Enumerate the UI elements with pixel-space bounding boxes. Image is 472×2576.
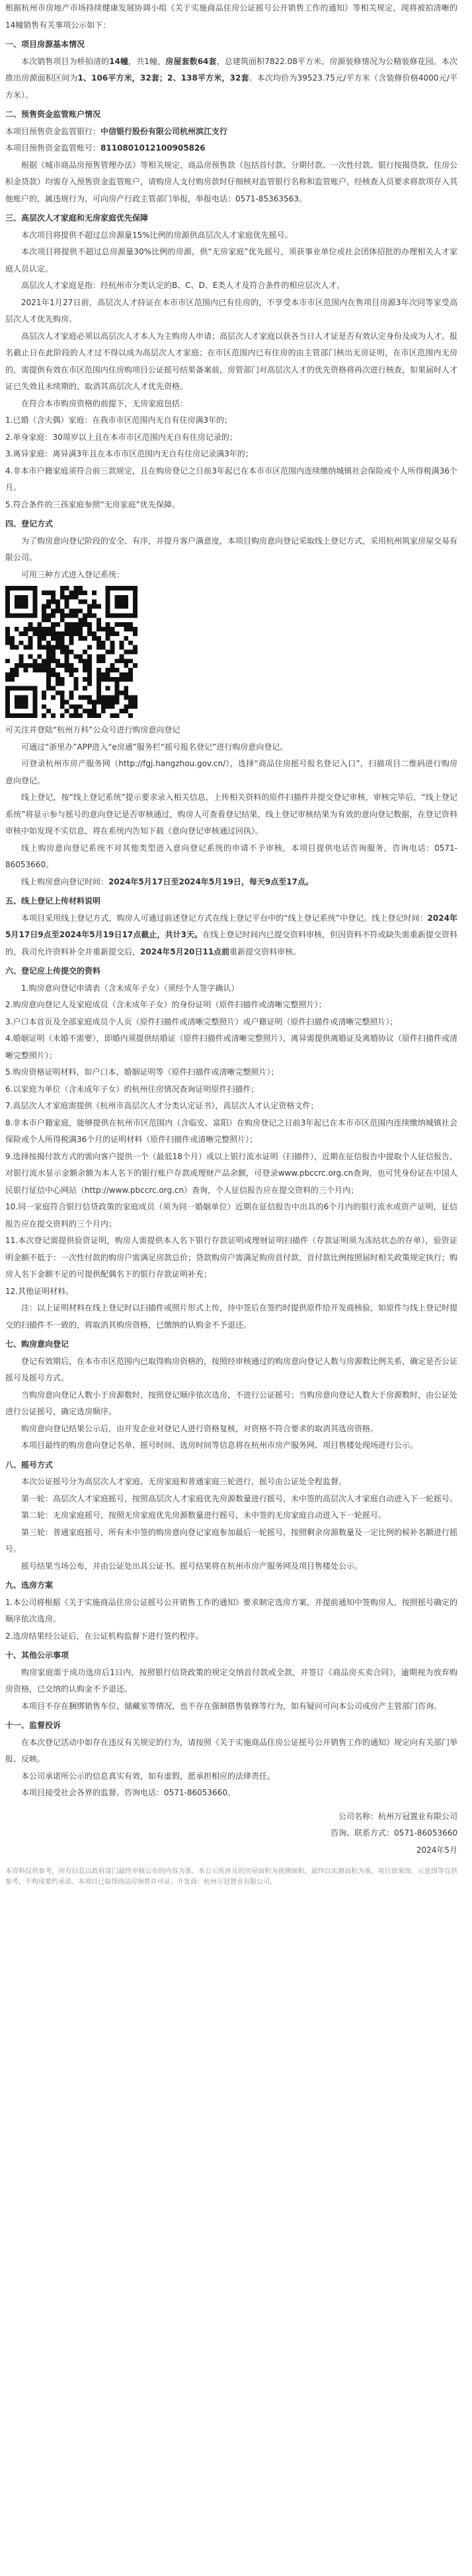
s6-list-item: 9.选择按揭付款方式的需向客户提供一个（最低18个月）或以上银行流水证明（扫描件），近期在征信报告中提取个人征信报告，对银行流水显示金额余额为本人名下的银行账户存款或理财产品余额，可登录www.pbccrc.org.cn查询，也可凭身份证在中国人民银行征信中心网站（http://www.pbccrc.org.cn）查询，个人征信报告应在提交资料的三个月内； xyxy=(5,1151,457,1195)
s4-paragraph-1: 为了购房意向登记阶段的安全、有序，并提升客户满意度，本项目购房意向登记采取线上登记方式，采用杭州筑家房屋交易有限公司。 xyxy=(5,536,458,562)
s6-list-item: 10.同一家庭符合银行信贷政策的家庭成员（须为同一婚姻单位）近期在征信报告中出具的6个月内的银行流水或资产证明，征信报告应在提交资料的三个月内； xyxy=(5,1202,457,1229)
s3-paragraph-6: 在符合本市购房资格的前提下，无房家庭包括： xyxy=(21,398,188,408)
s1-building: 14幢 xyxy=(109,56,129,66)
s8-paragraph-2: 第一轮：高层次人才家庭摇号，按照高层次人才家庭优先房源数量进行摇号，未中签的高层次人才家庭自动进入下一轮摇号。 xyxy=(21,1493,458,1503)
s3-list-item: 1.已婚（含夫偶）家庭：在我市市区范围内无自有住房满3年的； xyxy=(5,415,233,425)
section-8-heading: 八、摇号方式 xyxy=(5,1460,54,1470)
s3-list-item: 5.符合条件的三孩家庭参照“无房家庭”优先保障。 xyxy=(5,499,180,509)
disclaimer-note: 本资料仅供参考，所有信息以政府部门最终审核公布的内容为准。本公示所涉及的房屋面积为预测面积，最终以实测面积为准。项目效果图、示意图等仅供参考，不构成要约承诺。本项目已取得商品房预售许可证。开发商：杭州万冠置业有限公司。 xyxy=(5,1868,457,1886)
s6-list-item: 3.户口本首页及全部家庭成员个人页（原件扫描件或清晰完整照片）或户籍证明（原件扫描件或清晰完整照片）； xyxy=(5,1017,398,1026)
s6-list-item: 6.以家庭为单位（含未成年子女）的杭州住房情况查询证明原件扫描件； xyxy=(5,1084,259,1094)
account-label: 本项目预售资金监管账号： xyxy=(5,143,101,153)
section-1-paragraph xyxy=(5,54,457,104)
s11-paragraph-1: 在本次登记活动中如存在违反有关规定的行为，请按照《关于实施商品住房公证摇号公开销售工作的通知》规定向有关部门举报、反映。 xyxy=(5,1737,458,1764)
s7-paragraph-3: 购房意向登记结果公示后，由开发企业对登记人进行资格复核，对资格不符合要求的取消其选房资格。 xyxy=(21,1423,379,1433)
s6-paragraph-1: 1.购房意向登记申请表（含未成年子女）（须经个人签字确认） xyxy=(21,983,239,993)
s10-paragraph-2: 本项目不存在捆绑销售车位、储藏室等情况，也不存在强制搭售装修等行为，如有疑问可向本公司或房产主管部门咨询。 xyxy=(21,1701,442,1711)
s4-paragraph-5: 线上登记，按“线上登记系统”提示要求录入相关信息，上传相关资料的原件扫描件并提交登记审核，审核完毕后，“线上登记系统”将显示参与摇号的意向登记是否审核通过，购房人可查看登记结果，线上登记审核结果为有效的意向登记数据，在登记资料审核中如发现不实信息，将在系统内告知下载《意向登记审核通过回执》。 xyxy=(5,793,457,836)
s5-time-range: 2024年5月17日9点至2024年5月19日17点截止，共计3天。 xyxy=(5,913,457,939)
section-1-heading: 一、项目房源基本情况 xyxy=(5,40,85,49)
s1-text-c: ，共1幢， xyxy=(128,56,166,66)
s3-paragraph-2: 本次项目将提供不超过总房源量30%比例的房源，供“无房家庭”优先摇号，须获事业单位或社会团体招批的办理相关人才家庭人员认定。 xyxy=(5,247,457,273)
s6-list-item: 8.非本市户籍家庭，能够提供在杭州市区范围内（含临安、富阳）在购房登记之日前3年起已在本市市区范围内连续缴纳城镇社会保险或个人所得税满36个月的证明材料（原件扫描件或清晰完整照片）； xyxy=(5,1118,457,1144)
qr-code-icon[interactable] xyxy=(5,586,138,718)
s4-time-value: 2024年5月17日至2024年5月19日，每天9点至17点。 xyxy=(108,877,313,886)
account-line xyxy=(5,140,457,157)
s5-text-a: 本项目采用线上登记方式，购房人可通过前述登记方式在线上登记平台中的“线上登记系统”中登记。线上登记时间： xyxy=(21,913,428,923)
section-6-heading: 六、登记应上传提交的资料 xyxy=(5,966,101,976)
s3-paragraph-3: 高层次人才家庭是指：经杭州市分类认定的B、C、D、E类人才及符合条件的相应层次人才。 xyxy=(21,281,345,290)
s9-list-item: 1.本公司将根据《关于实施商品住房公证摇号公开销售工作的通知》要求制定选房方案，并提前通知中签购房人，按照摇号确定的顺序依次选房。 xyxy=(5,1597,457,1624)
account-number: 8110801012100905826 xyxy=(100,143,206,153)
qr-caption: 可关注并登陆“杭州万科”公众号进行购房意向登记 xyxy=(5,725,180,734)
s8-paragraph-1: 本次公证摇号分为高层次人才家庭、无房家庭和普通家庭三轮进行，摇号由公证处全程监督。 xyxy=(21,1477,347,1486)
s5-text-e: 重新提交资料审核。 xyxy=(229,947,301,956)
qr-code-container xyxy=(5,583,457,722)
s5-paragraph xyxy=(5,910,457,961)
s6-list-item: 7.高层次人才家庭需提供《杭州市高层次人才分类认定证书》，高层次人才认定资格文件； xyxy=(5,1101,319,1110)
s7-paragraph-4: 本项目最终的购房意向登记名单、摇号时间、选房时间等信息将在杭州市房产服务网、项目售楼处现场进行公示。 xyxy=(21,1441,418,1450)
s1-units: 房屋套数64套 xyxy=(165,56,217,66)
s5-text-c: 在线上登记时间内已提交资料审核，但因资料不符或缺失需重新提交资料的，我司允许资料补全并重新提交后， xyxy=(5,930,457,956)
bank-line xyxy=(5,124,457,141)
s4-paragraph-4: 可登录杭州市房产服务网（http://fgj.hangzhou.gov.cn/），选择“商品住房摇号报名登记入口”，扫描项目二维码进行购房意向登记。 xyxy=(5,759,457,785)
section-4-heading: 四、登记方式 xyxy=(5,519,54,528)
section-9-heading: 九、选房方案 xyxy=(5,1581,54,1590)
s6-list-item: 12.其他证明材料。 xyxy=(5,1286,74,1296)
intro-paragraph: 根据杭州市房地产市场持续健康发展协调小组《关于实施商品住房公证摇号公开销售工作的通知》等相关规定，现将被拍清晰的14幢销售有关事项公示如下： xyxy=(5,3,457,30)
footer-company: 公司名称：杭州万冠置业有限公司 xyxy=(338,1811,457,1821)
s4-paragraph-3: 可通过“浙里办”APP进入“e房通”服务栏“摇号报名登记”进行购房意向登记。 xyxy=(21,742,288,752)
s10-paragraph-1: 购房家庭需于成功选房后1日内，按照银行信贷政策的规定交纳首付款或全款，并签订《商品房买卖合同》，逾期视为放弃购房资格，已交纳的认购金不予退还。 xyxy=(5,1667,457,1694)
s6-paragraph-2: 注：以上证明材料在线上登记时以扫描件或照片形式上传，待中签后在签约时提供原件给开发商核验，如原件与线上登记时提交的扫描件不一致的，将取消其购房资格，已缴纳的认购金不予退还。 xyxy=(5,1303,458,1330)
section-3-heading: 三、高层次人才家庭和无房家庭优先保障 xyxy=(5,213,149,223)
s9-list-item: 2.选房结果经公证后，在公证机构监督下进行签约程序。 xyxy=(5,1631,204,1641)
s7-paragraph-2: 当购房意向登记人数小于房源数时，按照登记顺序依次选房，不进行公证摇号；当购房意向登记人数大于房源数时，由公证处进行公证摇号，确定选房顺序。 xyxy=(5,1390,458,1416)
bank-name: 中信银行股份有限公司杭州滨江支行 xyxy=(100,126,228,136)
s1-text-a: 本次销售项目为桥拍清的 xyxy=(21,56,110,66)
s4-time-label: 线上购房意向登记时间： xyxy=(21,877,109,886)
s6-list-item: 4.婚姻证明（未婚不需要），即婚内须提供结婚证（原件扫描件或清晰完整照片），离异需提供离婚证及离婚协议（原件扫描件或清晰完整照片）； xyxy=(5,1034,457,1060)
s5-deadline: 2024年5月20日11点前 xyxy=(140,947,230,956)
s6-list-item: 2.购房意向登记人及家庭成员（含未成年子女）的身份证明（原件扫描件或清晰完整照片）； xyxy=(5,1000,327,1009)
section-2-paragraph: 根据《城市商品房预售管理办法》等相关规定，商品房预售款（包括首付款、分期付款、一次性付款、银行按揭贷款、住房公积金贷款）均需存入预售资金监管账户，请购房人支付购房款时仔细核对监管银行名称和监管账户，经核查人员要求将款项存入其他账户的，属违规行为，可向房产行政主管部门举报，举报电话：0571-85363563。 xyxy=(5,160,458,203)
footer-date: 2024年5月 xyxy=(416,1845,457,1855)
s4-paragraph-6: 线上购房意向登记系统不对其他类型进入意向登记系统的申请不予审核，本项目提供电话咨询服务，咨询电话：0571-86053660。 xyxy=(5,843,457,869)
s3-list-item: 2.单身家庭：30周岁以上且在本市市区范围内无自有住房记录的； xyxy=(5,432,237,442)
s8-paragraph-5: 摇号结果当场公布，并由公证处出具公证书。摇号结果将在杭州市房产服务网及项目售楼处公示。 xyxy=(21,1561,363,1571)
bank-label: 本项目预售资金监管银行： xyxy=(5,126,101,136)
s8-paragraph-3: 第二轮：无房家庭摇号，按照无房家庭优先房源数量进行摇号，未中签的无房家庭自动进入下一轮摇号。 xyxy=(21,1511,387,1520)
s11-paragraph-2: 本公司承诺所公示的信息真实有效，如有虚假，愿承担相应的法律责任。 xyxy=(21,1771,276,1781)
s4-paragraph-2: 可用三种方式进入登记系统： xyxy=(21,569,125,579)
s1-text-e: ，总建筑面积7822.08平方米。房源装修情况为公精装修花园。本次推出房源面积区间为 xyxy=(5,56,457,83)
s3-list-item: 4.非本市户籍家庭须符合前三款规定，且在购房登记之日前3年起已在本市市区范围内连续缴纳城镇社会保险或个人所得税满36个月。 xyxy=(5,466,457,492)
section-11-heading: 十一、监督投诉 xyxy=(5,1721,61,1730)
section-10-heading: 十、其他公示事项 xyxy=(5,1651,69,1660)
s11-paragraph-3: 本项目接受社会各界的监督。咨询电话：0571-86053660。 xyxy=(21,1788,235,1797)
s6-list-item: 11.本次登记需提供验资证明，购房人需提供本人名下银行存款证明或理财证明扫描件（存款证明须为冻结状态的存单），验资证明金额不低于：一次性付款的购房户需满足房款总价；贷款购房户需满足购房首付款，首付款比例按照届时相关政策规定执行；购房人名下金额不足的可提供配偶名下的银行存款证明补充； xyxy=(5,1236,458,1279)
section-2-heading: 二、预售资金监管账户情况 xyxy=(5,110,101,119)
section-5-heading: 五、线上登记上传材料说明 xyxy=(5,896,101,906)
s3-paragraph-4: 2021年1月27日前，高层次人才持证在本市市区范围内已有住房的，不享受本市市区范围内在售项目房源3年次同等家受高层次人才优先购房。 xyxy=(5,297,457,324)
footer-phone: 咨询、联系方式：0571-86053660 xyxy=(331,1828,457,1838)
s1-area-range: 1、106平方米，32套；2、138平方米，32套 xyxy=(77,73,249,83)
s3-list-item: 3.离异家庭：离异满3年且在本市市区范围内无自有住房记录满3年的； xyxy=(5,449,253,458)
s3-paragraph-1: 本次项目将提供不超过总房源量15%比例的房源供高层次人才家庭优先摇号。 xyxy=(21,230,293,240)
section-7-heading: 七、购房意向登记 xyxy=(5,1340,69,1349)
s7-paragraph-1: 登记有效期后，在本市市区范围内已取得购房资格的，按照经审核通过的购房意向登记人数与房源数比例关系，确定是否公证摇号及摇号方式。 xyxy=(5,1356,458,1382)
s6-list-item: 5.购房资格证明材料，如户口本、婚姻证明等（原件扫描件或清晰完整照片）； xyxy=(5,1067,279,1077)
s4-registration-time xyxy=(5,874,457,891)
s8-paragraph-4: 第三轮：普通家庭摇号，所有未中签的购房意向登记家庭参加最后一轮摇号，按照剩余房源数量及一定比例的候补名额进行摇号。 xyxy=(5,1527,458,1554)
s3-paragraph-5: 高层次人才家庭必须以高层次人才本人为主购房人申请；高层次人才家庭以获各当日人才证是否有效认定身份及成为人才。报名截止日在此阶段的人才过不得以成为高层次人才家庭；在市区范围内已有住房的由主管部门核出无房证明，在市区范围内无房的，需提供有效在市区范围内住房购项目公证摇号结果备案前，房管部门对高层次人才的优先资格将再次进行核查，如果届时人才证已失效且未续期的，取消其高层次人才优先资格。 xyxy=(5,331,458,391)
s1-text-g: 。本次均价为39523.75元/平方米（含装修价格4000元/平方米）。 xyxy=(5,73,457,100)
